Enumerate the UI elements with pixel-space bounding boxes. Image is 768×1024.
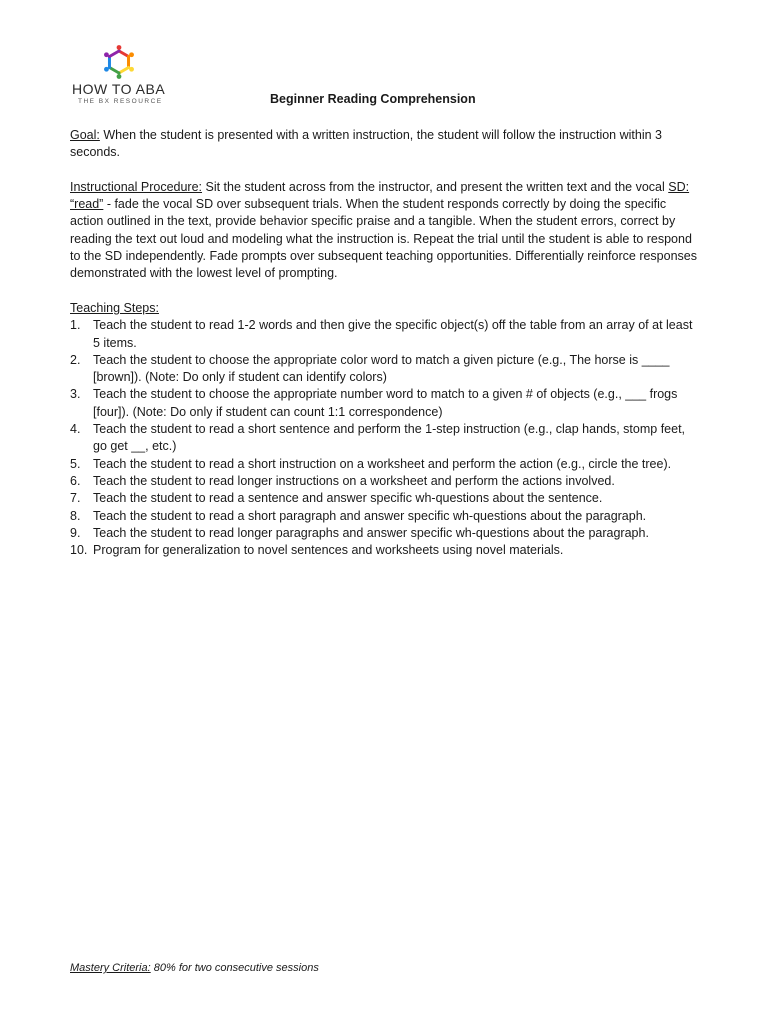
list-item (70, 525, 700, 542)
step-number: 5. (70, 456, 81, 471)
logo-person-dot (117, 74, 122, 79)
logo-segment (109, 68, 119, 74)
list-item (70, 386, 700, 421)
logo-name: HOW TO ABA (72, 81, 166, 97)
step-text: Teach the student to read a sentence and answer specific wh-questions about the sentence. (93, 491, 603, 506)
step-text: Teach the student to read longer paragraphs and answer specific wh-questions about the paragraph. (93, 525, 649, 540)
logo-person-dot (129, 67, 134, 72)
logo-person-dot (104, 52, 109, 57)
step-number: 2. (70, 352, 81, 367)
step-number: 1. (70, 318, 81, 333)
teaching-steps-list (70, 317, 700, 559)
logo-segment (119, 51, 129, 57)
logo-person-dot (104, 67, 109, 72)
list-item (70, 490, 700, 507)
list-item (70, 317, 700, 352)
logo-person-dot (117, 45, 122, 50)
step-number: 6. (70, 473, 81, 488)
list-item (70, 352, 700, 387)
logo-segment (119, 68, 129, 74)
step-text: Teach the student to read a short instruction on a worksheet and perform the action (e.g., circle the tree). (93, 456, 672, 471)
step-number: 8. (70, 508, 81, 523)
list-item (70, 473, 700, 490)
step-number: 9. (70, 525, 81, 540)
hexagon-people-logo-icon (102, 45, 136, 79)
goal-text: When the student is presented with a written instruction, the student will follow the instruction within 3 seconds. (70, 128, 662, 160)
step-text: Teach the student to read 1-2 words and then give the specific object(s) off the table from an array of at least 5 items. (93, 318, 693, 350)
mastery-text: 80% for two consecutive sessions (150, 962, 319, 974)
procedure-section (70, 179, 700, 283)
sd-label: SD: “read” (70, 179, 690, 212)
step-text: Program for generalization to novel sentences and worksheets using novel materials. (93, 543, 564, 558)
list-item (70, 421, 700, 456)
procedure-text-b: - fade the vocal SD over subsequent trials. When the student responds correctly by doing the specific action outlined in the text, provide behavior specific praise and a tangible. When the student errors, correct by reading the text out loud and modeling what the instruction is. Repeat the trial until the student is able to respond to the SD independently. Fade prompts over subsequent teaching opportunities. Differentially reinforce responses demonstrated with the lowest level of prompting. (70, 197, 697, 281)
procedure-label: Instructional Procedure: (70, 179, 203, 194)
step-text: Teach the student to read a short sentence and perform the 1-step instruction (e.g., clap hands, stomp feet, go get __, etc.) (93, 422, 686, 454)
teaching-steps-label: Teaching Steps: (70, 300, 159, 315)
step-text: Teach the student to choose the appropriate color word to match a given picture (e.g., The horse is ____ [brown]). (Note: Do only if student can identify colors) (93, 352, 670, 385)
mastery-criteria (70, 962, 319, 974)
step-number: 7. (70, 491, 81, 506)
step-text: Teach the student to read longer instructions on a worksheet and perform the actions involved. (93, 473, 615, 488)
list-item (70, 456, 700, 473)
step-number: 3. (70, 387, 81, 402)
logo (70, 45, 180, 107)
page-title: Beginner Reading Comprehension (270, 92, 476, 106)
step-text: Teach the student to choose the appropriate number word to match to a given # of objects (e.g., ___ frogs [four]). (Note: Do only if student can count 1:1 correspondence) (93, 387, 678, 419)
list-item (70, 508, 700, 525)
document-body (70, 127, 700, 559)
logo-tagline: THE BX RESOURCE (78, 98, 163, 105)
list-item (70, 542, 700, 559)
step-number: 4. (70, 422, 81, 437)
step-number: 10. (70, 543, 88, 558)
goal-section (70, 127, 700, 162)
mastery-label: Mastery Criteria: (70, 962, 151, 974)
logo-segment (109, 51, 119, 57)
step-text: Teach the student to read a short paragraph and answer specific wh-questions about the paragraph. (93, 508, 647, 523)
procedure-text-a: Sit the student across from the instructor, and present the written text and the vocal (202, 179, 669, 194)
logo-person-dot (129, 52, 134, 57)
goal-label: Goal: (70, 128, 100, 142)
